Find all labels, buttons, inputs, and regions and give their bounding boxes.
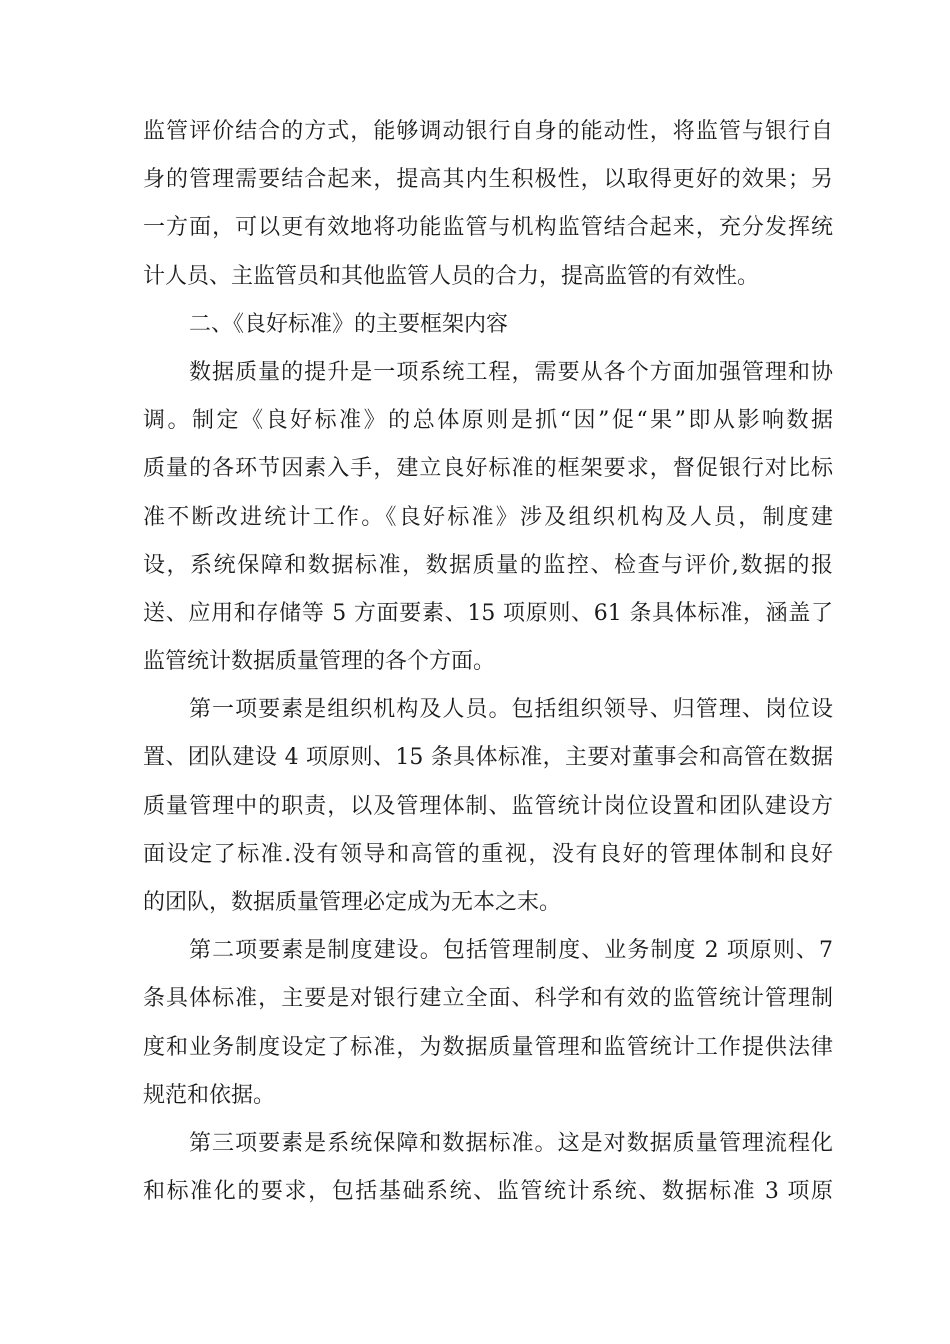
text-line: 和标准化的要求，包括基础系统、监管统计系统、数据标准 3 项原 (143, 1179, 833, 1205)
text-line: 规范和依据。 (143, 1082, 276, 1108)
text-line: 质量的各环节因素入手，建立良好标准的框架要求，督促银行对比标 (143, 456, 833, 482)
text-line: 身的管理需要结合起来，提高其内生积极性，以取得更好的效果；另 (143, 167, 833, 193)
text-line: 的团队，数据质量管理必定成为无本之末。 (143, 890, 562, 915)
text-line: 第一项要素是组织机构及人员。包括组织领导、归管理、岗位设 (189, 697, 833, 723)
text-line: 计人员、主监管员和其他监管人员的合力，提高监管的有效性。 (143, 263, 760, 289)
text-line: 一方面，可以更有效地将功能监管与机构监管结合起来，充分发挥统 (143, 215, 833, 241)
text-line: 监管统计数据质量管理的各个方面。 (143, 649, 496, 675)
text-line: 调。制定《良好标准》的总体原则是抓“因”促“果”即从影响数据 (143, 408, 833, 434)
text-line: 条具体标准，主要是对银行建立全面、科学和有效的监管统计管理制 (143, 986, 833, 1012)
text-line: 置、团队建设 4 项原则、15 条具体标准，主要对董事会和高管在数据 (143, 745, 833, 771)
text-line: 设，系统保障和数据标准，数据质量的监控、检查与评价,数据的报 (143, 552, 833, 578)
document-body (143, 108, 833, 1216)
text-line: 准不断改进统计工作。《良好标准》涉及组织机构及人员，制度建 (143, 504, 833, 530)
text-line: 度和业务制度设定了标准，为数据质量管理和监管统计工作提供法律 (143, 1034, 833, 1060)
text-line: 面设定了标准.没有领导和高管的重视，没有良好的管理体制和良好 (143, 841, 833, 867)
text-line: 第三项要素是系统保障和数据标准。这是对数据质量管理流程化 (189, 1130, 833, 1156)
section-heading: 二、《良好标准》的主要框架内容 (189, 311, 509, 337)
text-line: 送、应用和存储等 5 方面要素、15 项原则、61 条具体标准，涵盖了 (143, 600, 833, 626)
text-line: 质量管理中的职责，以及管理体制、监管统计岗位设置和团队建设方 (143, 793, 833, 819)
text-line: 数据质量的提升是一项系统工程，需要从各个方面加强管理和协 (189, 359, 833, 385)
text-line: 监管评价结合的方式，能够调动银行自身的能动性，将监管与银行自 (143, 119, 833, 144)
text-line: 第二项要素是制度建设。包括管理制度、业务制度 2 项原则、7 (189, 938, 833, 964)
